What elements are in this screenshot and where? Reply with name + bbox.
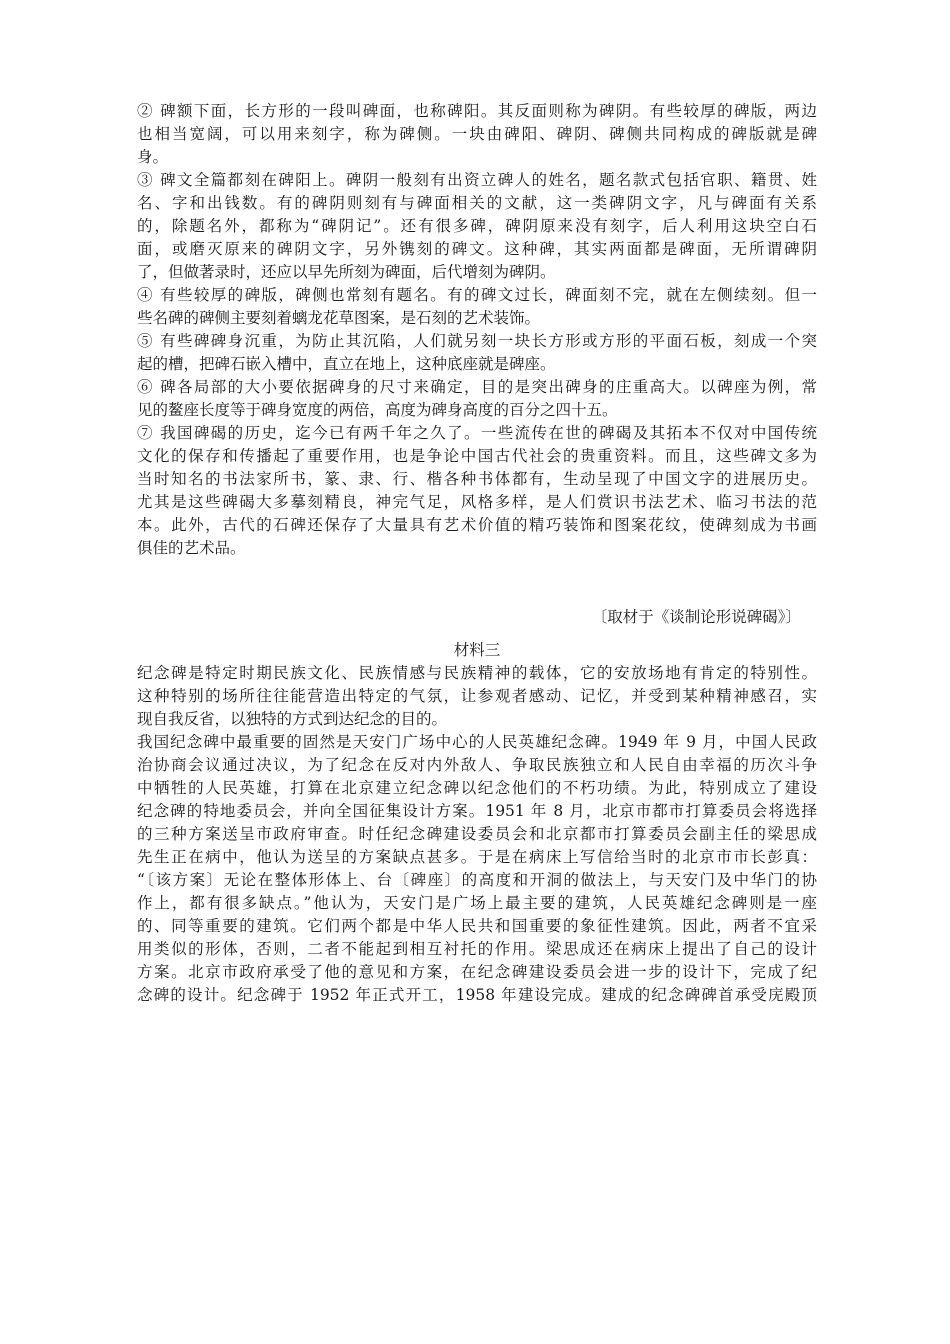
source-citation: 〔取材于《谈制论形说碑碣》〕: [591, 608, 801, 626]
text-line: 纪念碑的特地委员会，并向全国征集设计方案。1951 年 8 月，北京市都市打算委员会将选择: [137, 802, 817, 820]
text-line: 也相当宽阔，可以用来刻字，称为碑侧。一块由碑阳、碑阴、碑侧共同构成的碑版就是碑: [137, 125, 817, 143]
text-line: ⑥ 碑各局部的大小要依据碑身的尺寸来确定，目的是突出碑身的庄重高大。以碑座为例，常: [137, 378, 817, 396]
text-line: “〔该方案〕无论在整体形体上、台〔碑座〕的高度和开洞的做法上，与天安门及中华门的协: [137, 871, 817, 889]
text-line: 的、同等重要的建筑。它们两个都是中华人民共和国重要的象征性建筑。因此，两者不宜采: [137, 917, 817, 935]
text-line: 身。: [137, 148, 169, 166]
text-line: 名、字和出钱数。有的碑阴则刻有与碑面相关的文献，这一类碑阴文字，凡与碑面有关系: [137, 194, 817, 212]
text-line: 本。此外，古代的石碑还保存了大量具有艺术价值的精巧装饰和图案花纹，使碑刻成为书画: [137, 516, 817, 534]
text-line: 起的槽，把碑石嵌入槽中，直立在地上，这种底座就是碑座。: [137, 355, 556, 373]
text-line: 尤其是这些碑碣大多摹刻精良，神完气足，风格多样，是人们赏识书法艺术、临习书法的范: [137, 493, 817, 511]
text-line: 纪念碑是特定时期民族文化、民族情感与民族精神的载体，它的安放场地有肯定的特别性。: [137, 664, 817, 682]
text-line: 面，或磨灭原来的碑阴文字，另外镌刻的碑文。这种碑，其实两面都是碑面，无所谓碑阴: [137, 240, 817, 258]
text-line: ② 碑额下面，长方形的一段叫碑面，也称碑阳。其反面则称为碑阴。有些较厚的碑版，两边: [137, 102, 817, 120]
text-line: ⑤ 有些碑碑身沉重，为防止其沉陷，人们就另刻一块长方形或方形的平面石板，刻成一个突: [137, 332, 817, 350]
text-line: 我国纪念碑中最重要的固然是天安门广场中心的人民英雄纪念碑。1949 年 9 月，中国人民政: [137, 733, 817, 751]
text-line: ④ 有些较厚的碑版，碑侧也常刻有题名。有的碑文过长，碑面刻不完，就在左侧续刻。但一: [137, 286, 817, 304]
document-page: [137, 100, 817, 1007]
text-line: 见的鳌座长度等于碑身宽度的两倍，高度为碑身高度的百分之四十五。: [137, 401, 618, 419]
text-line: 这种特别的场所往往能营造出特定的气氛，让参观者感动、记忆，并受到某种精神感召，实: [137, 687, 817, 705]
text-line: 俱佳的艺术品。: [137, 539, 246, 557]
text-line: 现自我反省，以独特的方式到达纪念的目的。: [137, 710, 448, 728]
text-line: 了，但做著录时，还应以早先所刻为碑面，后代增刻为碑阴。: [137, 263, 556, 281]
paragraph-6: [137, 376, 817, 422]
paragraph-7: [137, 422, 817, 560]
text-line: 作上，都有很多缺点。”他认为，天安门是广场上最主要的建筑，人民英雄纪念碑则是一座: [137, 894, 817, 912]
text-line: 用类似的形体，否则，二者不能起到相互衬托的作用。梁思成还在病床上提出了自己的设计: [137, 940, 817, 958]
text-line: 当时知名的书法家所书，篆、隶、行、楷各种书体都有，生动呈现了中国文字的进展历史。: [137, 470, 817, 488]
text-line: 治协商会议通过决议，为了纪念在反对内外敌人、争取民族独立和人民自由幸福的历次斗争: [137, 756, 817, 774]
text-line: ⑦ 我国碑碣的历史，迄今已有两千年之久了。一些流传在世的碑碣及其拓本不仅对中国传统: [137, 424, 817, 442]
material3-paragraph-2: [137, 731, 817, 1007]
text-line: 中牺牲的人民英雄，打算在北京建立纪念碑以纪念他们的不朽功绩。为此，特别成立了建设: [137, 779, 817, 797]
paragraph-3: [137, 169, 817, 284]
text-line: 方案。北京市政府承受了他的意见和方案，在纪念碑建设委员会进一步的设计下，完成了纪: [137, 963, 817, 981]
text-line: 的三种方案送呈市政府审查。时任纪念碑建设委员会和北京都市打算委员会副主任的梁思成: [137, 825, 817, 843]
text-line: 念碑的设计。纪念碑于 1952 年正式开工，1958 年建设完成。建成的纪念碑碑首承受庑殿顶: [137, 986, 817, 1004]
paragraph-4: [137, 284, 817, 330]
material3-paragraph-1: [137, 662, 817, 731]
text-line: 文化的保存和传播起了重要作用，也是争论中国古代社会的贵重资料。而且，这些碑文多为: [137, 447, 817, 465]
section-heading: 材料三: [453, 641, 501, 659]
text-line: 先生正在病中，他认为送呈的方案缺点甚多。于是在病床上写信给当时的北京市市长彭真：: [137, 848, 817, 866]
text-line: 些名碑的碑侧主要刻着螭龙花草图案，是石刻的艺术装饰。: [137, 309, 541, 327]
text-line: 的，除题名外，都称为“碑阴记”。还有很多碑，碑阴原来没有刻字，后人利用这块空白石: [137, 217, 817, 235]
text-line: ③ 碑文全篇都刻在碑阳上。碑阴一般刻有出资立碑人的姓名，题名款式包括官职、籍贯、姓: [137, 171, 817, 189]
paragraph-5: [137, 330, 817, 376]
paragraph-2: [137, 100, 817, 169]
